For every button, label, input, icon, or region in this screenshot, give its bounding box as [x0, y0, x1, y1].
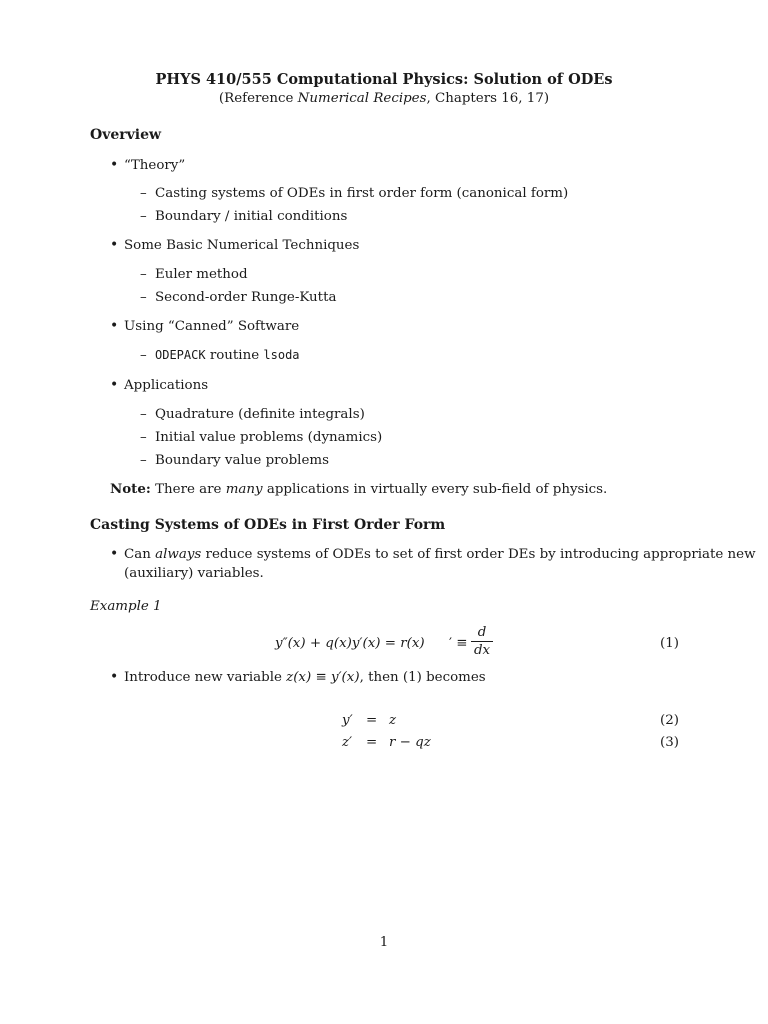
- bullet-text-post: reduce systems of ODEs to set of first order DEs by introducing appropriate new: [201, 547, 756, 562]
- sub-item-text: [155, 346, 300, 365]
- sub-item-text: Second-order Runge-Kutta: [155, 290, 337, 305]
- bullet-icon: •: [110, 157, 119, 173]
- code-odepack: ODEPACK: [155, 348, 206, 362]
- bullet-text: Some Basic Numerical Techniques: [124, 238, 360, 253]
- bullet-icon: •: [110, 669, 119, 685]
- note-label: Note:: [110, 481, 151, 497]
- page-subtitle: [0, 89, 768, 108]
- bullet-icon: •: [110, 546, 119, 562]
- equation-2-lhs: y′: [342, 713, 353, 728]
- bullet-text: [124, 668, 486, 687]
- dash-icon: –: [140, 348, 147, 363]
- bullet-text: “Theory”: [124, 158, 186, 173]
- bullet-icon: •: [110, 318, 119, 334]
- dash-icon: –: [140, 290, 147, 305]
- code-joiner: routine: [205, 348, 264, 363]
- bullet-continuation: (auxiliary) variables.: [124, 566, 264, 581]
- equation-3-rhs: r − qz: [389, 735, 431, 750]
- subtitle-prefix: (Reference: [218, 91, 298, 106]
- dash-icon: –: [140, 430, 147, 445]
- fraction-denominator: dx: [473, 643, 491, 658]
- bullet-text-pre: Introduce new variable: [124, 670, 287, 685]
- dash-icon: –: [140, 209, 147, 224]
- equation-2-equals: =: [366, 713, 378, 728]
- inline-math: z(x) ≡ y′(x): [286, 670, 360, 685]
- sub-item-text: Boundary value problems: [155, 453, 329, 468]
- equation-3-lhs: z′: [342, 735, 353, 750]
- sub-item-text: Boundary / initial conditions: [155, 209, 348, 224]
- bullet-text: Applications: [124, 378, 209, 393]
- subtitle-book: Numerical Recipes: [297, 91, 427, 106]
- subtitle-suffix: , Chapters 16, 17): [426, 91, 550, 106]
- fraction-numerator: d: [477, 625, 487, 640]
- note-text-post: applications in virtually every sub-field of physics.: [262, 482, 608, 497]
- sub-item-text: Initial value problems (dynamics): [155, 430, 383, 445]
- dash-icon: –: [140, 267, 147, 282]
- example-label: Example 1: [90, 599, 162, 614]
- note-paragraph: [110, 480, 607, 499]
- bullet-text: [124, 545, 756, 564]
- bullet-icon: •: [110, 237, 119, 253]
- sub-item-text: Casting systems of ODEs in first order form (canonical form): [155, 186, 569, 201]
- dash-icon: –: [140, 186, 147, 201]
- sub-item-text: Quadrature (definite integrals): [155, 407, 365, 422]
- bullet-text-pre: Can: [124, 547, 156, 562]
- dash-icon: –: [140, 453, 147, 468]
- page-title: PHYS 410/555 Computational Physics: Solution of ODEs: [155, 71, 613, 88]
- dash-icon: –: [140, 407, 147, 422]
- overview-heading: Overview: [90, 127, 162, 143]
- equation-1: y″(x) + q(x)y′(x) = r(x): [275, 636, 425, 651]
- bullet-text-post: , then (1) becomes: [359, 670, 486, 685]
- equation-2-rhs: z: [389, 713, 397, 728]
- casting-heading: Casting Systems of ODEs in First Order Form: [90, 517, 446, 533]
- note-emphasis: many: [225, 482, 263, 497]
- bullet-text: Using “Canned” Software: [124, 319, 300, 334]
- sub-item-text: Euler method: [155, 267, 248, 282]
- equation-3-equals: =: [366, 735, 378, 750]
- equation-number: (2): [660, 713, 679, 728]
- equation-number: (1): [660, 636, 679, 651]
- code-lsoda: lsoda: [263, 348, 300, 362]
- page-number: 1: [379, 935, 389, 950]
- derivative-fraction: [471, 625, 493, 658]
- note-text-pre: There are: [150, 482, 226, 497]
- bullet-emphasis: always: [155, 547, 202, 562]
- bullet-icon: •: [110, 377, 119, 393]
- equation-number: (3): [660, 735, 679, 750]
- prime-definition: ′ ≡: [449, 636, 468, 651]
- fraction-bar: [471, 641, 493, 642]
